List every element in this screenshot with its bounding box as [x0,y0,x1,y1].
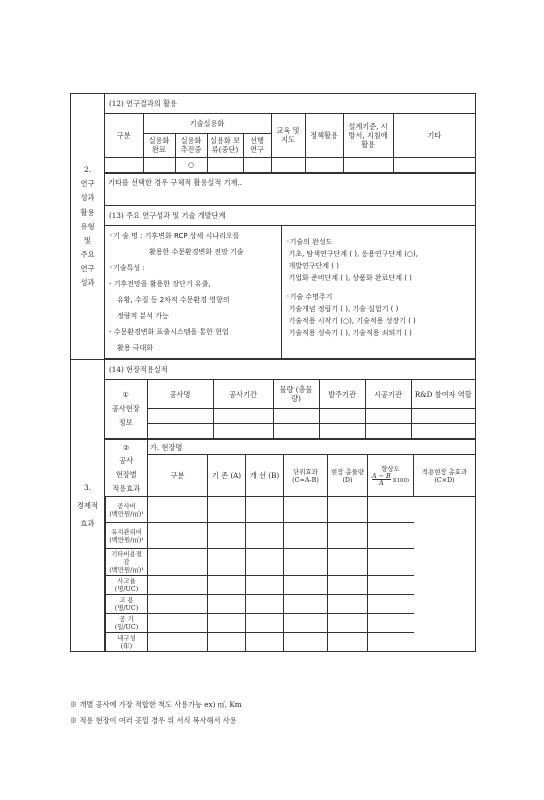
section2-label-line: 성과 [80,193,95,203]
tech-maturity [281,226,475,359]
site-effect-cell [105,439,476,652]
mark-practical-done [143,157,175,172]
col-effect-gubun: 구분 [148,455,208,497]
section3-label-line: 경제적 [76,500,99,510]
effect-value-cell[interactable] [246,576,284,595]
mark-policy [305,157,343,172]
col-site-qty: 현장 총물량 (D) [328,455,368,497]
tech-maturity-line: 개발연구단계 ( ) [288,262,339,270]
col-rnd-role: R&D 참여자 역할 [411,380,475,408]
site-info-label [105,380,147,438]
mark-practical-hold [207,157,243,172]
section3-label-line: 3. [83,483,92,493]
effect-value-cell[interactable] [246,614,284,633]
effect-value-cell[interactable] [148,633,208,652]
effect-value-cell[interactable] [208,497,246,523]
effect-row-label-line: (백만원/㎡)¹ [109,509,144,518]
tech-description-line: 정량적 분석 가능 [117,311,169,320]
site-effect-label-line: ② [123,442,130,452]
tech-maturity-line: 기술개념 정립기 ( ), 기술 실험기 ( ) [288,304,399,313]
col-practical-done: 실용화 완료 [143,133,175,157]
effect-value-cell[interactable] [284,549,328,576]
effect-row-label [106,614,148,633]
effect-row-label-line: (명/UC) [114,604,139,613]
col-improve-rate [368,455,414,497]
effect-row-label-line: (年) [120,642,133,651]
tech-maturity-line: 기초, 탐색연구단계 ( ), 응용연구단계 (○), [288,249,419,258]
effect-value-cell[interactable] [148,595,208,614]
tech-description-line: - 기후전망을 활용한 장단기 유출, [109,279,211,288]
col-education: 교육 및 지도 [271,114,305,157]
s12-title: (12) 연구결과의 활용 [105,94,476,114]
tech-maturity-line: 기술적용 성숙기 ( ), 기술적용 쇠퇴기 ( ) [288,329,412,338]
site-info-label-line: 공사현장 [111,404,140,414]
section2-label-line: 성과 [80,277,95,287]
site-info-cell [105,380,476,440]
section2-label-line: 활용 [80,207,95,217]
effect-row [106,576,476,595]
effect-row-label-line: 내구성 [117,634,136,643]
s14-title: (14) 현장적용실적 [105,360,476,380]
effect-row-label-line: (명/UC) [114,585,139,594]
section2-label-line: 및 [83,235,92,245]
tech-description-line: ◦기술특성 : [109,263,145,272]
site-info-label-line: 정보 [118,417,133,427]
effect-row-label [106,576,148,595]
tech-maturity-line: 기업화 준비단계 ( ), 상품화 완료단계 ( ) [288,274,412,283]
col-existing: 기 존 (A) [208,455,246,497]
s12-table-cell [105,114,476,174]
effect-value-cell[interactable] [328,549,368,576]
effect-row [106,595,476,614]
col-unit-effect: 단위효과 (C=A-B) [284,455,328,497]
effect-value-cell[interactable] [368,497,414,523]
mark-practical-ongoing: ○ [175,157,207,172]
effect-value-cell[interactable] [328,497,368,523]
tech-maturity-line: 기술적용 시작기 (○), 기술적용 성장기 ( ) [288,317,416,325]
effect-value-cell[interactable] [284,595,328,614]
effect-value-cell[interactable] [246,549,284,576]
effect-row-label [106,497,148,523]
effect-value-cell[interactable] [284,497,328,523]
section2-label-line: 연구 [80,179,95,189]
effect-value-cell[interactable] [208,576,246,595]
effect-row-label [106,633,148,652]
tech-maturity-line: ◦기술의 완성도 [285,237,333,246]
mark-prior-research [243,157,271,172]
effect-value-cell[interactable] [368,576,414,595]
effect-row-label-line: 사고율 [117,577,136,586]
section2-label-line: 연구 [80,263,95,273]
effect-row [106,523,476,549]
effect-value-cell[interactable] [148,497,208,523]
effect-value-cell[interactable] [328,633,368,652]
tech-description-line: 유황, 수질 등 2차적 수문환경 영향의 [117,295,230,304]
effect-value-cell[interactable] [368,549,414,576]
improve-rate-label: 향상도 [381,464,400,473]
effect-value-cell[interactable] [328,614,368,633]
effect-value-cell[interactable] [148,549,208,576]
effect-value-cell[interactable] [246,595,284,614]
research-results-form [70,93,476,652]
effect-value-cell[interactable] [148,576,208,595]
footnote-scale: ※ 개별 공사에 가장 적합한 척도 사용가능 ex) ㎡, Km [70,700,242,709]
tech-description-line: ◦기 술 명 : 기후변화 RCP 상세 시나리오를 [109,231,240,240]
col-practical-ongoing: 실용화 추진중 [175,133,207,157]
effect-row [106,497,476,523]
col-contractor: 시공기관 [365,380,411,408]
row-blank-gubun [105,157,143,172]
effect-value-cell[interactable] [368,595,414,614]
col-applied-total: 적용현장 총효과 (C×D) [414,455,476,497]
effect-value-cell[interactable] [148,523,208,549]
effect-value-cell[interactable] [328,595,368,614]
effect-row-label-line: 기타비용절감 [111,550,142,567]
effect-row [106,633,476,652]
site-effect-label-line: 적용효과 [112,483,141,493]
effect-row-label-line: (백만원/㎡)¹ [109,535,144,544]
effect-value-cell[interactable] [284,523,328,549]
mark-design [343,157,393,172]
effect-row-label [106,595,148,614]
site-effect-label-line: 현장별 [115,470,137,480]
effect-value-cell[interactable] [246,523,284,549]
mark-education [271,157,305,172]
col-client: 발주기관 [319,380,365,408]
tech-maturity-line: ◦기술 수명주기 [285,292,333,301]
section2-label-line: 주요 [80,249,95,259]
mark-etc [393,157,475,172]
s13-body [105,225,476,359]
col-design-standard: 설계기준, 시방서, 지침에 활용 [343,114,393,157]
effect-row-label [106,523,148,549]
effect-value-cell[interactable] [208,523,246,549]
site-info-table [105,380,475,439]
effect-row [106,549,476,576]
col-etc: 기타 [393,114,475,157]
effect-value-cell[interactable] [368,523,414,549]
effect-value-cell[interactable] [328,523,368,549]
form-page [70,93,476,652]
site-info-label-line: ① [122,390,129,400]
effect-value-cell[interactable] [284,633,328,652]
effect-value-cell[interactable] [208,614,246,633]
effect-value-cell[interactable] [246,633,284,652]
col-project-name: 공사명 [147,380,213,408]
improve-rate-formula [372,473,391,487]
col-practical-hold: 실용화 보류(중단) [207,133,243,157]
col-prior-research: 선행 연구 [243,133,271,157]
site-name: 가. 현장명 [148,440,476,455]
col-quantity: 물량 (총물량) [273,380,319,408]
col-policy: 정책활용 [305,114,343,157]
tech-description-line: 활용한 수문환경변화 전망 기술 [149,247,244,256]
effect-row-label-line: (백만원/㎡)¹ [109,566,144,575]
s12-note: 기타를 선택한 경우 구체적 활용실적 기재.. [105,173,476,205]
section2-label-line: 2. [83,165,92,175]
tech-description [105,226,281,359]
effect-value-cell[interactable] [208,549,246,576]
site-effect-label-line: 공사 [119,456,134,466]
footnote-copy: ※ 적용 현장이 여러 곳일 경우 위 서식 복사해서 사용 [70,716,237,725]
section2-label [71,94,105,360]
col-improved: 개 선 (B) [246,455,284,497]
rate-denominator: A [379,479,384,488]
effect-value-cell[interactable] [208,633,246,652]
section3-label [71,360,105,652]
effect-row-label-line: 공 기 [119,615,134,624]
effect-row-label-line: 고 용 [119,596,134,605]
effect-row-label [106,549,148,576]
effect-value-cell[interactable] [148,614,208,633]
effect-value-cell[interactable] [328,576,368,595]
site-effect-table [105,440,475,652]
effect-row-label-line: 유지관리비 [111,527,142,536]
col-tech-practical: 기술실용화 [143,114,271,133]
utilization-table [105,114,475,173]
rate-numerator: A − B [371,471,391,480]
effect-row-label-line: (일/UC) [114,623,139,632]
col-gubun: 구분 [105,114,143,157]
tech-stage-table [105,226,475,359]
effect-value-cell[interactable] [284,614,328,633]
section3-label-line: 효과 [80,518,95,528]
section2-label-line: 유형 [80,221,95,231]
effect-row [106,614,476,633]
effect-value-cell[interactable] [368,633,414,652]
tech-description-line: 활용 극대화 [117,344,154,353]
rate-multiplier: X100) [392,477,409,484]
effect-row-label-line: 공사비 [117,501,136,510]
site-effect-label [106,440,148,497]
effect-value-cell[interactable] [208,595,246,614]
effect-value-cell[interactable] [368,614,414,633]
tech-description-line: - 수문환경변화 표출시스템을 통한 현업 [109,328,229,337]
col-project-period: 공사기간 [213,380,273,408]
s13-title: (13) 주요 연구성과 및 기술 개발단계 [105,205,476,225]
effect-value-cell[interactable] [284,576,328,595]
effect-value-cell[interactable] [246,497,284,523]
